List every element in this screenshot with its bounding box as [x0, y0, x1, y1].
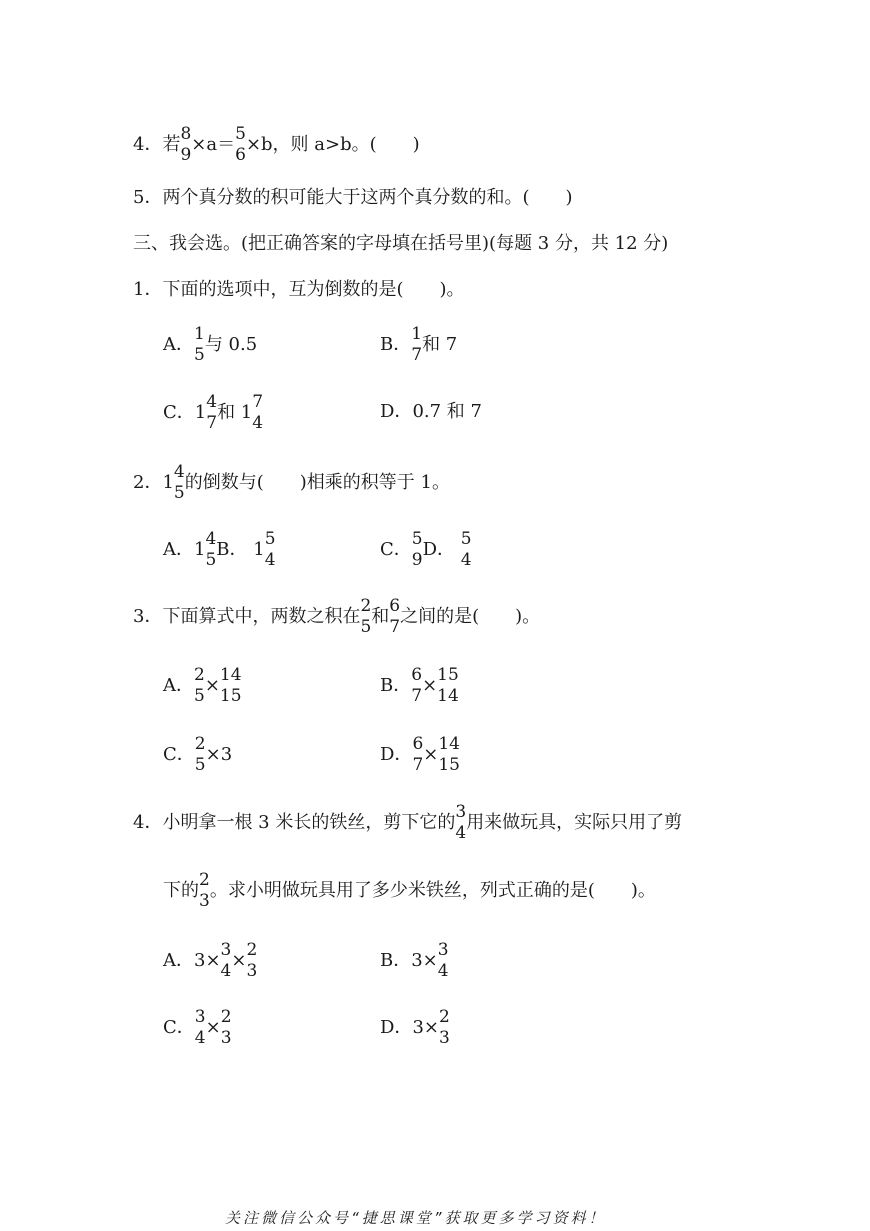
q4-option-c: C． 3 4 × 2 3: [163, 1007, 232, 1048]
fraction: 5 6: [235, 124, 246, 165]
fraction: 6 7: [411, 665, 423, 706]
question-2-stem: 2．1 4 5 的倒数与( )相乘的积等于 1。: [133, 462, 450, 503]
fraction: 15 14: [437, 665, 459, 706]
fraction: 2 3: [246, 940, 258, 981]
q1-option-d: D．0.7 和 7: [380, 401, 482, 422]
q3-option-b: B． 6 7 × 15 14: [380, 665, 459, 706]
fraction: 5 4: [264, 529, 276, 570]
fraction: 2 5: [360, 596, 372, 637]
question-4-stem-line1: 4．小明拿一根 3 米长的铁丝，剪下它的 3 4 用来做玩具，实际只用了剪: [133, 802, 683, 843]
fraction: 2 3: [438, 1007, 450, 1048]
fraction: 1 7: [411, 324, 423, 365]
fraction: 8 9: [180, 124, 192, 165]
q3-option-a: A． 2 5 × 14 15: [163, 665, 242, 706]
question-4-stem-line2: 下的 2 3 。求小明做玩具用了多少米铁丝，列式正确的是( )。: [163, 870, 656, 911]
fraction: 4 7: [206, 392, 218, 433]
section-title: 三、我会选。(把正确答案的字母填在括号里)(每题 3 分，共 12 分): [133, 233, 669, 254]
fraction: 1 5: [194, 324, 205, 365]
fraction: 6 7: [389, 596, 401, 637]
fraction: 2 3: [199, 870, 210, 911]
q2-option-cd: C． 5 9 D． 5 4: [380, 529, 472, 570]
fraction: 3 4: [194, 1007, 206, 1048]
q3-option-d: D． 6 7 × 14 15: [380, 734, 460, 775]
fraction: 2 5: [194, 734, 206, 775]
fraction: 3 4: [455, 802, 467, 843]
fraction: 3 4: [220, 940, 232, 981]
q4-option-a: A．3× 3 4 × 2 3: [163, 940, 258, 981]
fraction: 6 7: [412, 734, 424, 775]
judge-item-5: 5．两个真分数的积可能大于这两个真分数的和。( ): [133, 187, 573, 208]
fraction: 7 4: [252, 392, 264, 433]
question-1-stem: 1．下面的选项中，互为倒数的是( )。: [133, 279, 465, 300]
q1-option-c: C．1 4 7 和 1 7 4: [163, 392, 264, 433]
q2-option-ab: A．1 4 5 B． 1 5 4: [163, 529, 276, 570]
q4-option-d: D．3× 2 3: [380, 1007, 450, 1048]
fraction: 14 15: [219, 665, 242, 706]
fraction: 2 5: [194, 665, 205, 706]
fraction: 3 4: [437, 940, 449, 981]
q1-option-a: A． 1 5 与 0.5: [163, 324, 258, 365]
q1-option-b: B． 1 7 和 7: [380, 324, 458, 365]
fraction: 5 9: [411, 529, 423, 570]
footer-note: 关注微信公众号“捷思课堂”获取更多学习资料！: [225, 1209, 607, 1227]
question-3-stem: 3．下面算式中，两数之积在 2 5 和 6 7 之间的是( )。: [133, 596, 541, 637]
judge-item-4: 4．若 8 9 ×a＝ 5 6 ×b，则 a>b。( ): [133, 124, 420, 165]
fraction: 4 5: [173, 462, 185, 503]
q3-option-c: C． 2 5 ×3: [163, 734, 233, 775]
fraction: 4 5: [205, 529, 217, 570]
fraction: 5 4: [460, 529, 472, 570]
fraction: 2 3: [220, 1007, 232, 1048]
fraction: 14 15: [438, 734, 460, 775]
q4-option-b: B．3× 3 4: [380, 940, 449, 981]
